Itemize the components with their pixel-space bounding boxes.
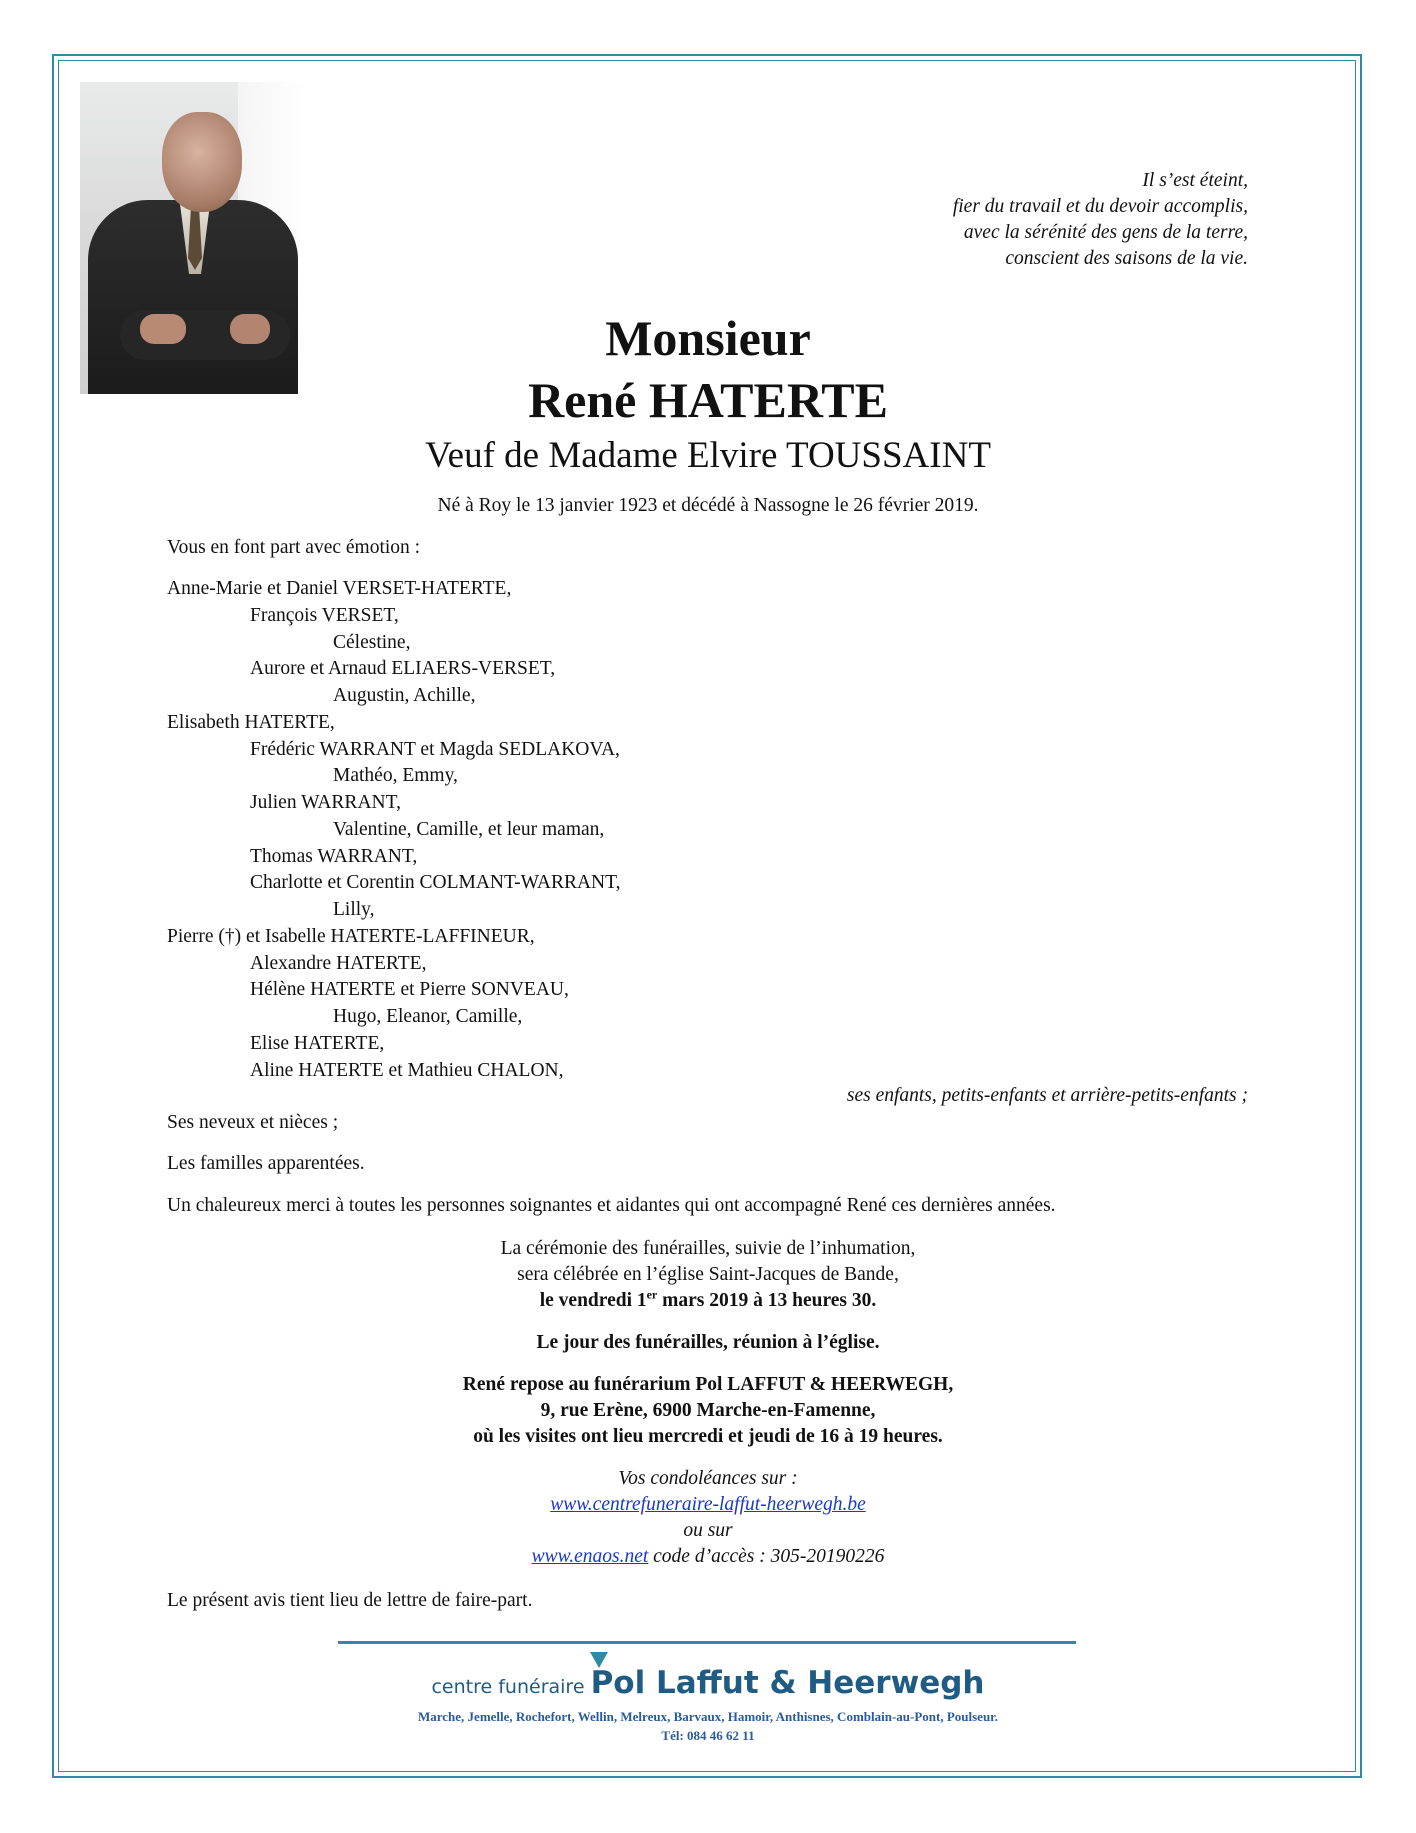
condolences-label: Vos condoléances sur :: [618, 1468, 798, 1489]
family-member-line: Charlotte et Corentin COLMANT-WARRANT,: [250, 872, 621, 894]
family-member-line: Hélène HATERTE et Pierre SONVEAU,: [250, 979, 569, 1001]
funerarium-block: [0, 1372, 1416, 1450]
quote-line: conscient des saisons de la vie.: [1005, 248, 1248, 269]
funerarium-line: où les visites ont lieu mercredi et jeudi de 16 à 19 heures.: [473, 1426, 943, 1447]
families-text: Les familles apparentées.: [167, 1153, 365, 1174]
family-member-line: Elisabeth HATERTE,: [167, 711, 335, 733]
quote-line: avec la sérénité des gens de la terre,: [963, 222, 1248, 243]
family-member-line: Frédéric WARRANT et Magda SEDLAKOVA,: [250, 738, 620, 760]
logo-brand-text: Pol Laffut & Heerwegh: [590, 1665, 985, 1701]
family-member-line: Aline HATERTE et Mathieu CHALON,: [250, 1059, 564, 1081]
condolences-link-enaos[interactable]: www.enaos.net: [531, 1546, 649, 1567]
ceremony-line: sera célébrée en l’église Saint-Jacques de Bande,: [517, 1264, 899, 1285]
funerarium-line: 9, rue Erène, 6900 Marche-en-Famenne,: [540, 1400, 876, 1421]
thanks-text: Un chaleureux merci à toutes les personnes soignantes et aidantes qui ont accompagné René ces dernières années.: [167, 1195, 1056, 1216]
nephews-text: Ses neveux et nièces ;: [167, 1112, 339, 1133]
family-member-line: Pierre (†) et Isabelle HATERTE-LAFFINEUR,: [167, 925, 535, 947]
logo-small-text: centre funéraire: [431, 1676, 591, 1698]
birth-death-dates: Né à Roy le 13 janvier 1923 et décédé à Nassogne le 26 février 2019.: [437, 495, 979, 516]
footer-phone: Tél: 084 46 62 11: [661, 1728, 755, 1743]
quote-line: Il s’est éteint,: [1142, 170, 1248, 191]
widow-line: Veuf de Madame Elvire TOUSSAINT: [425, 435, 991, 476]
family-member-line: Augustin, Achille,: [333, 685, 476, 706]
family-member-line: Mathéo, Emmy,: [333, 765, 458, 787]
title-name: René HATERTE: [528, 372, 888, 428]
epitaph-quote: [728, 168, 1248, 272]
family-member-line: Lilly,: [333, 899, 375, 920]
family-member-line: Hugo, Eleanor, Camille,: [333, 1006, 523, 1027]
ceremony-block: [0, 1236, 1416, 1314]
footer-towns: Marche, Jemelle, Rochefort, Wellin, Melreux, Barvaux, Hamoir, Anthisnes, Comblain-au-Pont, Poulseur.: [417, 1709, 999, 1724]
family-member-line: Valentine, Camille, et leur maman,: [333, 818, 605, 840]
access-code: code d’accès : 305-20190226: [648, 1546, 885, 1567]
condolences-block: [0, 1466, 1416, 1570]
ceremony-date: le vendredi 1er mars 2019 à 13 heures 30.: [539, 1287, 877, 1311]
family-member-line: Thomas WARRANT,: [250, 845, 418, 867]
funeral-home-logo: [0, 1665, 1416, 1701]
notice-text: Le présent avis tient lieu de lettre de faire-part.: [167, 1590, 533, 1611]
funerarium-line: René repose au funérarium Pol LAFFUT & HEERWEGH,: [462, 1374, 954, 1395]
intro-text: Vous en font part avec émotion :: [167, 537, 421, 558]
condolences-or: ou sur: [683, 1520, 733, 1541]
family-member-line: Elise HATERTE,: [250, 1032, 385, 1054]
family-member-line: Célestine,: [333, 631, 411, 653]
condolences-link-laffut[interactable]: www.centrefuneraire-laffut-heerwegh.be: [550, 1494, 866, 1515]
quote-line: fier du travail et du devoir accomplis,: [952, 196, 1248, 217]
family-member-line: Alexandre HATERTE,: [250, 952, 427, 974]
ceremony-line: La cérémonie des funérailles, suivie de l’inhumation,: [500, 1238, 916, 1259]
family-list: [167, 576, 620, 1084]
title-honorific: Monsieur: [605, 310, 811, 366]
reunion-text: Le jour des funérailles, réunion à l’église.: [536, 1332, 880, 1353]
family-member-line: Anne-Marie et Daniel VERSET-HATERTE,: [167, 578, 512, 599]
family-member-line: François VERSET,: [250, 604, 399, 626]
family-member-line: Aurore et Arnaud ELIAERS-VERSET,: [250, 658, 556, 680]
relation-text: ses enfants, petits-enfants et arrière-petits-enfants ;: [846, 1085, 1248, 1106]
footer-rule: [338, 1641, 1076, 1644]
family-member-line: Julien WARRANT,: [250, 792, 401, 813]
